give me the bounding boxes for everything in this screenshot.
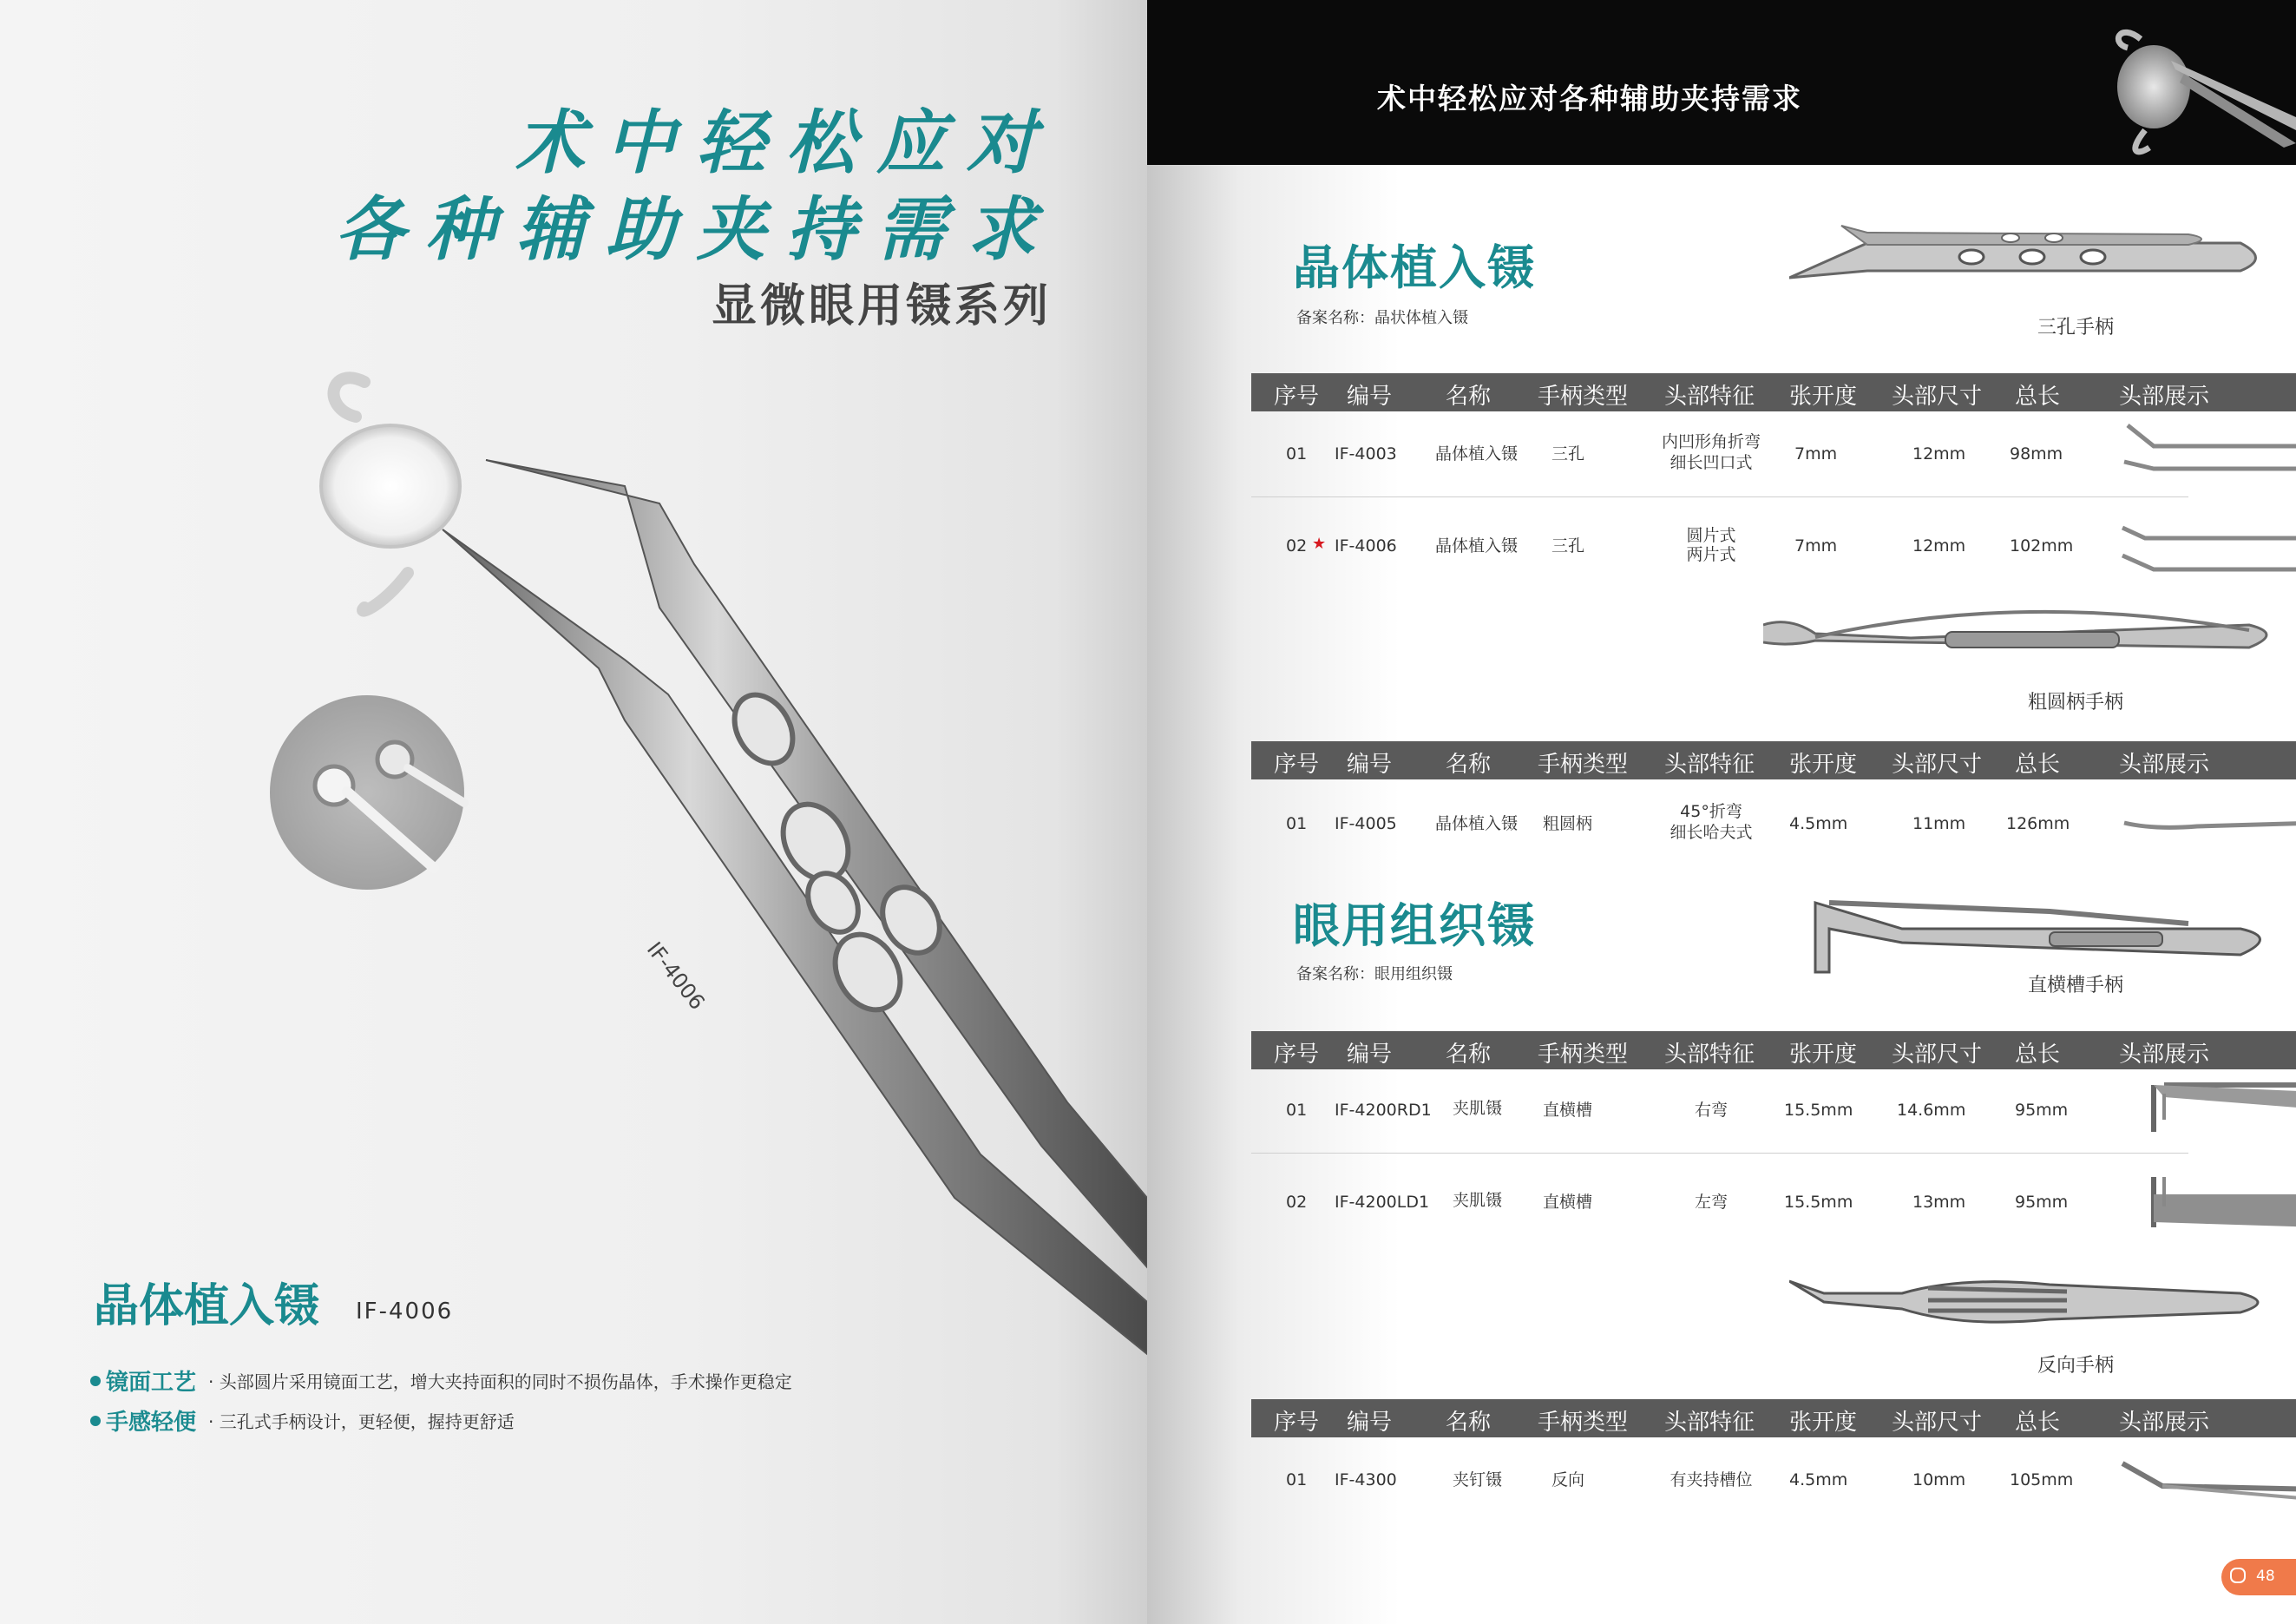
cell-handle: 反向 — [1551, 1470, 1585, 1489]
header-cell: 头部尺寸 — [1892, 1042, 1983, 1068]
header-cell: 序号 — [1274, 1042, 1320, 1068]
head-image — [2119, 1172, 2296, 1233]
row-divider — [1251, 496, 2188, 497]
cell-length: 126mm — [2006, 814, 2070, 833]
cell-name: 晶体植入镊 — [1435, 814, 1519, 833]
page-number: 48 — [2256, 1568, 2275, 1585]
cell-code: IF-4003 — [1335, 444, 1397, 464]
feature-desc: · 头部圆片采用镜面工艺，增大夹持面积的同时不损伤晶体，手术操作更稳定 — [208, 1371, 792, 1392]
feature-title: 镜面工艺 — [106, 1370, 197, 1396]
cell-no: 01 — [1286, 1101, 1308, 1120]
cell-code: IF-4300 — [1335, 1470, 1397, 1489]
table-header — [1251, 741, 2296, 779]
header-cell: 总长 — [2015, 1042, 2061, 1068]
cell-no: 01 — [1286, 444, 1308, 464]
cell-opening: 4.5mm — [1789, 814, 1848, 833]
feature-desc: · 三孔式手柄设计，更轻便，握持更舒适 — [208, 1411, 515, 1432]
cell-head-size: 14.6mm — [1897, 1101, 1966, 1120]
cell-head-size: 12mm — [1912, 536, 1966, 556]
header-cell: 手柄类型 — [1538, 384, 1629, 410]
cell-no: 01 — [1286, 814, 1308, 833]
left-page — [0, 0, 1147, 1624]
table-header — [1251, 1399, 2296, 1437]
table-row — [1251, 790, 2296, 859]
header-cell: 头部展示 — [2119, 752, 2210, 778]
feature-title: 手感轻便 — [106, 1410, 197, 1436]
cell-name: 晶体植入镊 — [1435, 536, 1519, 556]
cell-handle: 三孔 — [1551, 536, 1585, 556]
top-banner — [1147, 0, 2296, 165]
cell-name: 夹肌镊 — [1453, 1099, 1503, 1118]
star-icon: ★ — [1312, 535, 1327, 553]
header-cell: 张开度 — [1789, 384, 1858, 410]
header-cell: 名称 — [1446, 1042, 1492, 1068]
cell-opening: 15.5mm — [1784, 1193, 1853, 1212]
head-image — [2119, 807, 2296, 842]
cell-head-feature: 45°折弯 — [1680, 802, 1742, 821]
header-cell: 名称 — [1446, 1410, 1492, 1436]
cell-head-size: 13mm — [1912, 1193, 1966, 1212]
cell-length: 95mm — [2015, 1101, 2069, 1120]
cell-code: IF-4006 — [1335, 536, 1397, 556]
circle-icon — [2230, 1568, 2246, 1583]
slogan-line-1: 术中轻松应对 — [515, 102, 1057, 183]
cell-no: 01 — [1286, 1470, 1308, 1489]
header-cell: 张开度 — [1789, 1410, 1858, 1436]
reverse-handle-image — [1789, 1267, 2293, 1337]
header-cell: 编号 — [1347, 1410, 1393, 1436]
handle-caption: 直横槽手柄 — [2027, 975, 2123, 996]
header-cell: 手柄类型 — [1538, 1410, 1629, 1436]
header-cell: 编号 — [1347, 1042, 1393, 1068]
header-cell: 头部展示 — [2119, 1042, 2210, 1068]
cell-code: IF-4200LD1 — [1335, 1193, 1430, 1212]
series-title: 显微眼用镊系列 — [711, 280, 1052, 332]
header-cell: 编号 — [1347, 752, 1393, 778]
cell-no: 02 — [1286, 536, 1308, 556]
table-row — [1251, 1080, 2296, 1149]
cell-head-feature: 有夹持槽位 — [1670, 1470, 1753, 1489]
cell-head-feature: 圆片式 — [1686, 526, 1736, 545]
cell-name: 夹钉镊 — [1453, 1470, 1503, 1489]
table-row — [1251, 1444, 2296, 1514]
cell-opening: 15.5mm — [1784, 1101, 1853, 1120]
cell-name: 夹肌镊 — [1453, 1191, 1503, 1210]
cell-handle: 直横槽 — [1543, 1193, 1593, 1212]
table-row — [1251, 420, 2296, 490]
row-divider — [1251, 1153, 2188, 1154]
section-title: 眼用组织镊 — [1293, 898, 1536, 953]
cell-code: IF-4200RD1 — [1335, 1101, 1432, 1120]
cell-code: IF-4005 — [1335, 814, 1397, 833]
header-cell: 名称 — [1446, 384, 1492, 410]
header-cell: 序号 — [1274, 1410, 1320, 1436]
product-code: IF-4006 — [356, 1299, 454, 1325]
head-image — [2119, 420, 2296, 481]
head-image — [2119, 512, 2296, 582]
cell-head-size: 11mm — [1912, 814, 1966, 833]
feature-item — [90, 1364, 792, 1397]
cell-opening: 7mm — [1794, 444, 1838, 464]
header-cell: 张开度 — [1789, 752, 1858, 778]
head-image — [2119, 1080, 2296, 1141]
table-row — [1251, 512, 2296, 582]
product-name: 晶体植入镊 — [94, 1280, 320, 1332]
registration-name: 备案名称：晶状体植入镊 — [1296, 309, 1468, 327]
cell-head-feature: 两片式 — [1686, 545, 1736, 564]
cell-head-feature: 左弯 — [1694, 1193, 1728, 1212]
header-cell: 头部尺寸 — [1892, 1410, 1983, 1436]
cell-length: 102mm — [2010, 536, 2074, 556]
slogan-line-2: 各种辅助夹持需求 — [335, 188, 1057, 270]
cell-head-feature: 内凹形角折弯 — [1661, 432, 1761, 451]
header-cell: 手柄类型 — [1538, 752, 1629, 778]
header-cell: 头部特征 — [1664, 1410, 1755, 1436]
registration-name: 备案名称：眼用组织镊 — [1296, 965, 1453, 983]
cell-length: 105mm — [2010, 1470, 2074, 1489]
right-page — [1147, 0, 2296, 1624]
three-hole-handle-image — [1789, 217, 2275, 286]
header-cell: 头部特征 — [1664, 752, 1755, 778]
section-title: 晶体植入镊 — [1293, 240, 1536, 295]
header-cell: 头部特征 — [1664, 384, 1755, 410]
header-cell: 序号 — [1274, 384, 1320, 410]
cell-head-size: 10mm — [1912, 1470, 1966, 1489]
header-cell: 名称 — [1446, 752, 1492, 778]
header-cell: 序号 — [1274, 752, 1320, 778]
handle-caption: 反向手柄 — [2037, 1355, 2114, 1377]
header-cell: 手柄类型 — [1538, 1042, 1629, 1068]
cell-head-feature: 细长哈夫式 — [1670, 823, 1753, 842]
cell-handle: 粗圆柄 — [1543, 814, 1593, 833]
cell-length: 95mm — [2015, 1193, 2069, 1212]
cell-handle: 三孔 — [1551, 444, 1585, 464]
header-cell: 头部特征 — [1664, 1042, 1755, 1068]
straight-groove-handle-image — [1789, 894, 2284, 981]
cell-length: 98mm — [2010, 444, 2063, 464]
lens-forceps-icon — [2067, 0, 2296, 165]
cell-name: 晶体植入镊 — [1435, 444, 1519, 464]
header-cell: 头部尺寸 — [1892, 384, 1983, 410]
cell-head-feature: 细长凹口式 — [1670, 453, 1753, 472]
feature-item — [90, 1404, 515, 1437]
round-handle-image — [1763, 599, 2293, 677]
cell-no: 02 — [1286, 1193, 1308, 1212]
page-number-badge — [2221, 1559, 2296, 1595]
header-cell: 张开度 — [1789, 1042, 1858, 1068]
table-row — [1251, 1172, 2296, 1241]
cell-opening: 7mm — [1794, 536, 1838, 556]
bullet-icon — [90, 1376, 101, 1386]
cell-handle: 直横槽 — [1543, 1101, 1593, 1120]
header-cell: 编号 — [1347, 384, 1393, 410]
table-header — [1251, 373, 2296, 411]
header-cell: 总长 — [2015, 1410, 2061, 1436]
table-header — [1251, 1031, 2296, 1069]
cell-head-feature: 右弯 — [1694, 1101, 1728, 1120]
forceps-engraving: IF-4006 — [641, 937, 710, 1015]
handle-caption: 粗圆柄手柄 — [2027, 692, 2123, 713]
banner-title: 术中轻松应对各种辅助夹持需求 — [1377, 82, 1802, 115]
header-cell: 总长 — [2015, 384, 2061, 410]
header-cell: 头部展示 — [2119, 1410, 2210, 1436]
header-cell: 总长 — [2015, 752, 2061, 778]
header-cell: 头部尺寸 — [1892, 752, 1983, 778]
bullet-icon — [90, 1416, 101, 1426]
handle-caption: 三孔手柄 — [2037, 317, 2114, 339]
header-cell: 头部展示 — [2119, 384, 2210, 410]
cell-head-size: 12mm — [1912, 444, 1966, 464]
head-image — [2119, 1451, 2296, 1512]
cell-opening: 4.5mm — [1789, 1470, 1848, 1489]
